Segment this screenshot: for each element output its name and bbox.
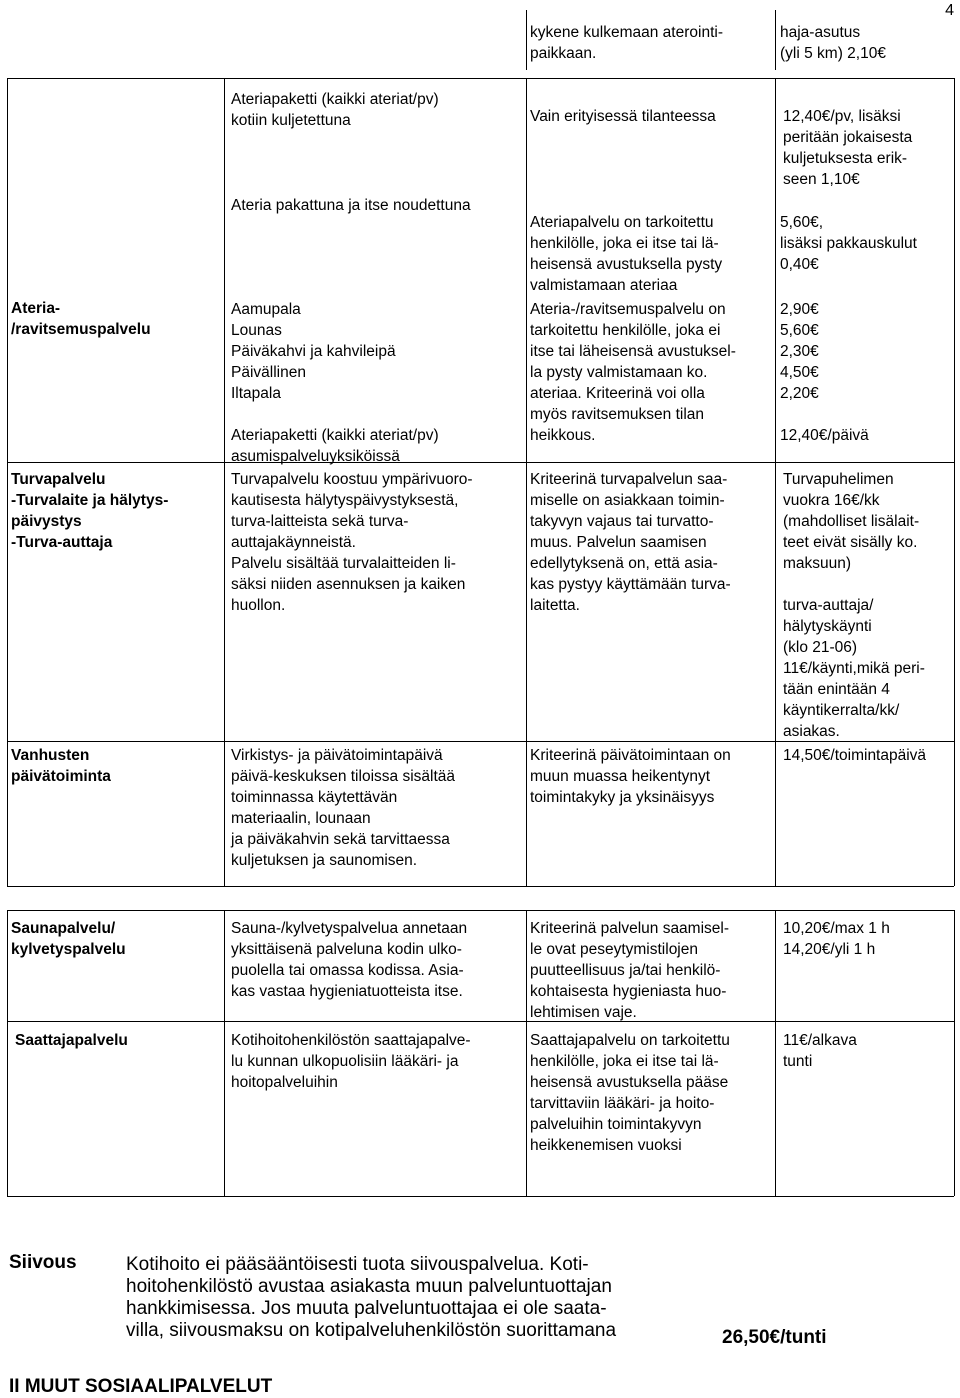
safety-service-price: Turvapuhelimen vuokra 16€/kk (mahdolliset lisälait- teet eivät sisälly ko. maksuun) turva-auttaja/ hälytyskäynti (klo 21-06) 11€/käynti,mikä peri- tään enintään 4 käyntikerralta/kk/ asiakas. xyxy=(783,471,925,740)
escort-service-price: 11€/alkava tunti xyxy=(783,1032,857,1070)
sauna-service-criteria: Kriteerinä palvelun saamisel- le ovat peseytymistilojen puutteellisuus ja/tai henkilö- kohtaisesta hygieniasta huo- lehtimisen vaje. xyxy=(530,920,730,1021)
escort-service-name: Saattajapalvelu xyxy=(15,1032,128,1049)
continuation-price: haja-asutus (yli 5 km) 2,10€ xyxy=(780,24,886,62)
sauna-service-price: 10,20€/max 1 h 14,20€/yli 1 h xyxy=(783,920,890,958)
cleaning-title: Siivous xyxy=(9,1252,77,1273)
meal-takeaway-content: Ateria pakattuna ja itse noudettuna xyxy=(231,197,471,214)
sauna-service-name: Saunapalvelu/ kylvetyspalvelu xyxy=(11,920,126,958)
day-activity-criteria: Kriteerinä päivätoimintaan on muun muassa heikentynyt toimintakyky ja yksinäisyys xyxy=(530,747,731,806)
escort-service-criteria: Saattajapalvelu on tarkoitettu henkilölle, joka ei itse tai lä- heisensä avustuksella pääse tarvittaviin lääkäri- ja hoito- palveluihin toimintakyvyn heikkenemisen vuoksi xyxy=(530,1032,730,1154)
sauna-service-content: Sauna-/kylvetyspalvelua annetaan yksittäisenä palveluna kodin ulko- puolella tai omassa kodissa. Asia- kas vastaa hygieniatuotteista itse. xyxy=(231,920,468,1000)
continuation-criteria: kykene kulkemaan aterointi- paikkaan. xyxy=(530,24,723,62)
meal-home-delivery-content: Ateriapaketti (kaikki ateriat/pv) kotiin kuljetettuna xyxy=(231,91,439,129)
meal-service-name: Ateria- /ravitsemuspalvelu xyxy=(11,300,151,338)
meal-items-prices: 2,90€ 5,60€ 2,30€ 4,50€ 2,20€ 12,40€/päivä xyxy=(780,301,869,444)
day-activity-content: Virkistys- ja päivätoimintapäivä päivä-keskuksen tiloissa sisältää toiminnassa käytettävän materiaalin, lounaan ja päiväkahvin sekä tarvittaessa kuljetuksen ja saunomisen. xyxy=(231,747,455,869)
safety-service-content: Turvapalvelu koostuu ympärivuoro- kautisesta hälytyspäivystyksestä, turva-laitteista sekä turva- auttajakäynneistä. Palvelu sisältää turvalaitteiden li- säksi niiden asennuksen ja kaiken huollon. xyxy=(231,471,473,614)
meal-home-delivery-price: 12,40€/pv, lisäksi peritään jokaisesta kuljetuksesta erik- seen 1,10€ xyxy=(783,108,913,188)
meal-takeaway-criteria: Ateriapalvelu on tarkoitettu henkilölle, joka ei itse tai lä- heisensä avustuksella pysty valmistamaan ateriaa xyxy=(530,214,723,294)
meal-takeaway-price: 5,60€, lisäksi pakkauskulut 0,40€ xyxy=(780,214,917,273)
safety-service-name: Turvapalvelu -Turvalaite ja hälytys- päivystys -Turva-auttaja xyxy=(11,471,169,551)
day-activity-service-name: Vanhusten päivätoiminta xyxy=(11,747,111,785)
cleaning-text: Kotihoito ei pääsääntöisesti tuota siivouspalvelua. Koti- hoitohenkilöstö avustaa asiakasta muun palveluntuottajan hankkimisessa. Jos muuta palveluntuottajaa ei ole saata- villa, siivousmaksu on kotipalveluhenkilöstön suorittamana xyxy=(126,1254,617,1341)
section-heading: II MUUT SOSIAALIPALVELUT xyxy=(9,1376,273,1397)
page-number: 4 xyxy=(945,2,954,19)
meal-items-content: Aamupala Lounas Päiväkahvi ja kahvileipä Päivällinen Iltapala Ateriapaketti (kaikki ateriat/pv) asumispalveluyksiköissä xyxy=(231,301,439,465)
meal-home-delivery-criteria: Vain erityisessä tilanteessa xyxy=(530,108,716,125)
meal-items-criteria: Ateria-/ravitsemuspalvelu on tarkoitettu henkilölle, joka ei itse tai läheisensä avustuksel- la pysty valmistamaan ko. ateriaa. Kriteerinä voi olla myös ravitsemuksen tilan heikkous. xyxy=(530,301,736,444)
cleaning-price: 26,50€/tunti xyxy=(722,1327,827,1348)
safety-service-criteria: Kriteerinä turvapalvelun saa- miselle on asiakkaan toimin- takyvyn vajaus tai turvatto- muus. Palvelun saamisen edellytyksenä on, että asia- kas pystyy käyttämään turva- laitetta. xyxy=(530,471,731,614)
day-activity-price: 14,50€/toimintapäivä xyxy=(783,747,927,764)
escort-service-content: Kotihoitohenkilöstön saattajapalve- lu kunnan ulkopuolisiin lääkäri- ja hoitopalveluihin xyxy=(231,1032,471,1091)
